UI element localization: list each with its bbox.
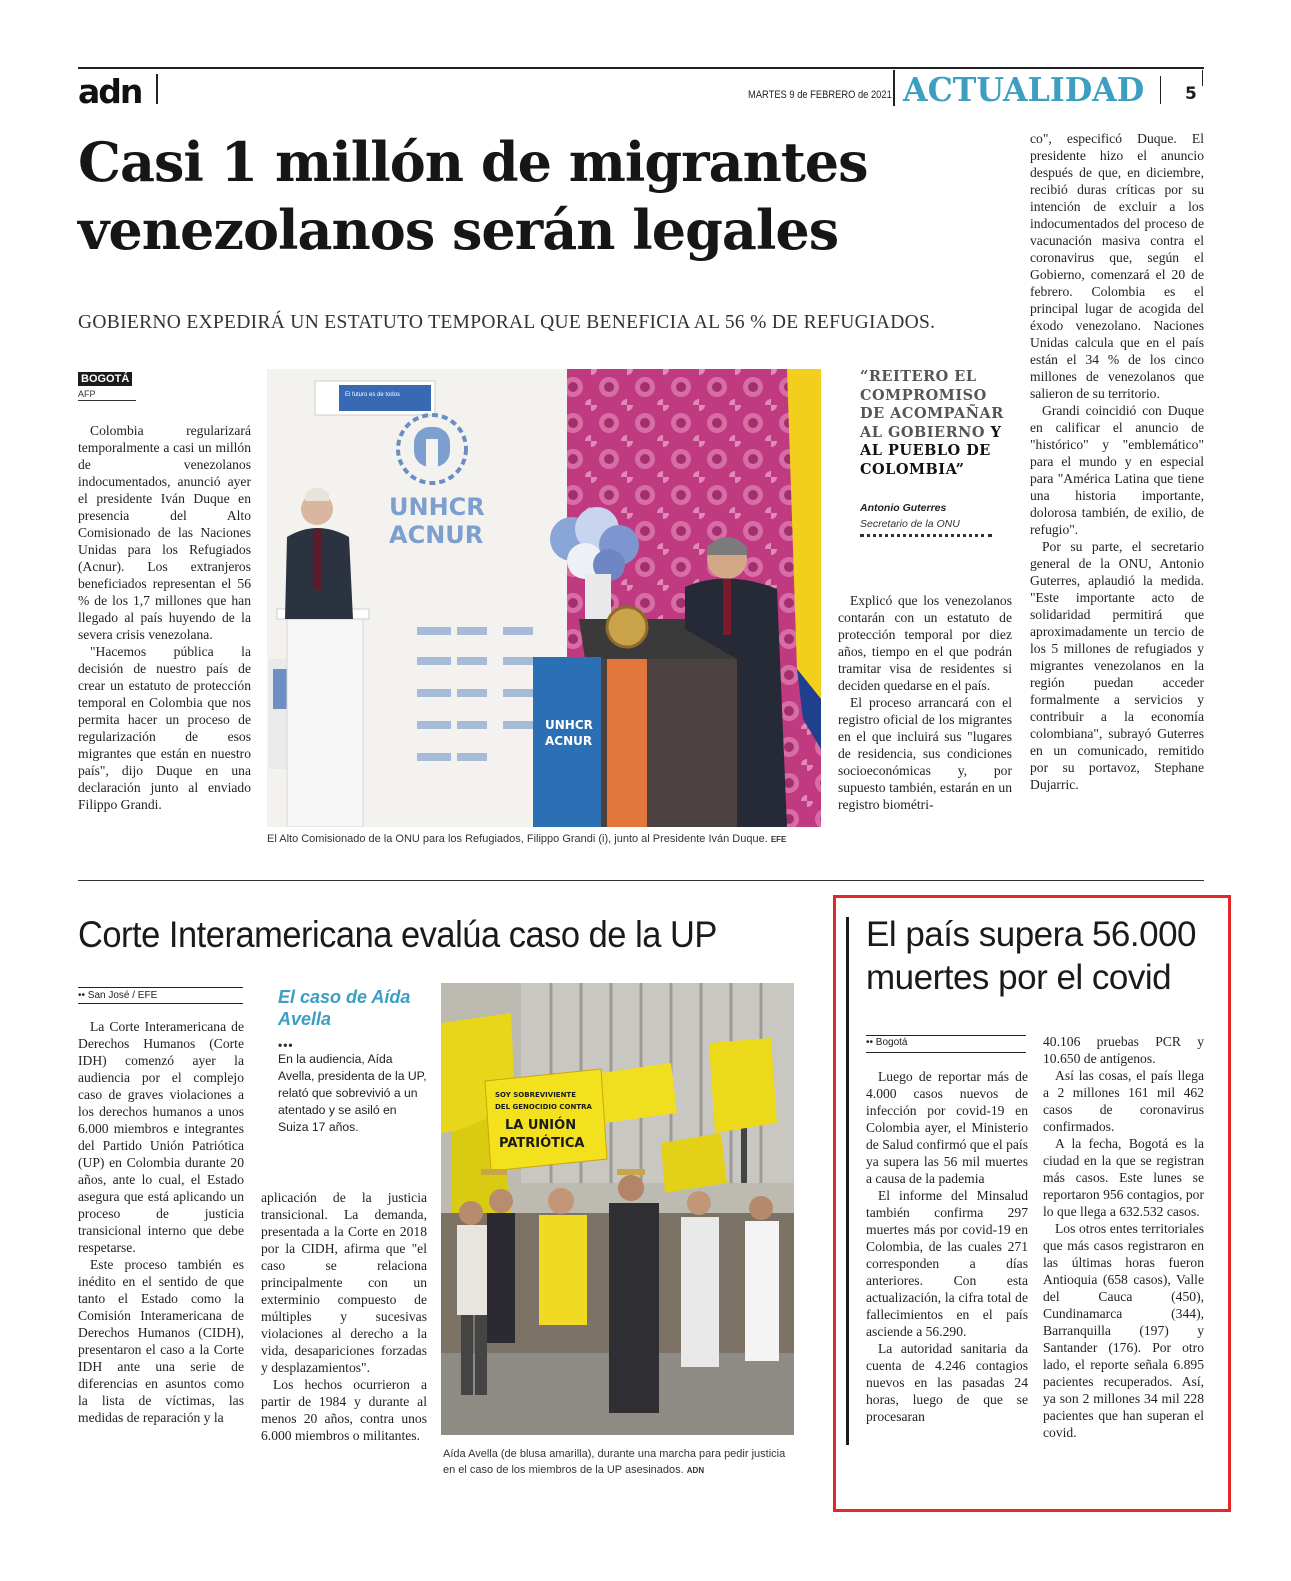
sign-line-4: PATRIÓTICA (499, 1136, 585, 1151)
main-subhead: GOBIERNO EXPEDIRÁ UN ESTATUTO TEMPORAL QUE BENEFICIA AL 56 % DE REFUGIADOS. (78, 312, 936, 333)
pull-quote (860, 368, 1010, 479)
section-rule (78, 880, 1204, 881)
paragraph: "Hacemos pública la decisión de nuestro país de crear un estatuto de protección temporal en Colombia que nos permita hacer un proceso de regularización de esos migrantes que están en nuestro país", dijo Duque en una declaración junto al enviado Filippo Grandi. (78, 644, 251, 812)
section-divider-left (893, 70, 895, 106)
photo-credit: EFE (770, 835, 787, 844)
main-article-column-3 (838, 592, 1012, 813)
section-title: ACTUALIDAD (903, 70, 1145, 109)
main-photo-illustration (267, 369, 821, 827)
up-headline: Corte Interamericana evalúa caso de la UP (78, 914, 717, 955)
paragraph: La autoridad sanitaria da cuenta de 4.246 contagios nuevos en las pasadas 24 horas, luego de que se procesaran (866, 1341, 1028, 1424)
dateline-rule (866, 1052, 1026, 1053)
article-side-bar (846, 917, 849, 1445)
covid-headline: El país supera 56.000 muertes por el covid (866, 915, 1197, 997)
covid-dateline: •• Bogotá (866, 1037, 908, 1048)
paragraph: aplicación de la justicia transicional. La demanda, presentada a la Corte en 2018 por la CIDH, afirma que "el caso se relaciona principalmente con un exterminio compuesto de múltiples y sucesivas violaciones al derecho a la vida, desapariciones forzadas y desplazamientos". (261, 1190, 427, 1375)
photo-panel-bottom: ACNUR (545, 734, 593, 748)
quote-role: Secretario de la ONU (860, 518, 960, 530)
paragraph: Por su parte, el secretario general de la ONU, Antonio Guterres, aplaudió la medida. "Este importante acto de solidaridad permitirá que aproximadamente un tercio de los 5 millones de refugiados y migrantes venezolanos en la región puedan acceder formalmente a servicios y contribuir a la economía colombiana", subrayó Guterres en un comunicado, remitido por su portavoz, Stephane Dujarric. (1030, 539, 1204, 792)
dateline-rule (78, 987, 243, 988)
photo-banner-text: El futuro es de todos (345, 392, 401, 398)
sign-line-3: LA UNIÓN (505, 1118, 577, 1133)
paragraph: Grandi coincidió con Duque en calificar el anuncio de "histórico" y "emblemático" para el mundo y en especial para "América Latina que tiene una historia importante, dolorosa también, de exilio, de refugio". (1030, 403, 1204, 537)
march-photo-illustration (441, 983, 794, 1435)
photo-logo-bottom: ACNUR (389, 521, 484, 549)
sidebar-text: En la audiencia, Aída Avella, presidenta de la UP, relató que sobrevivió a un atentado y se asiló en Suiza 17 años. (278, 1052, 427, 1134)
march-photo-caption (443, 1446, 795, 1479)
page-divider (1202, 70, 1203, 86)
paragraph: Los otros entes territoriales que más casos registraron en las últimas horas fueron Antioquia (658 casos), Valle del Cauca (450), Cundinamarca (344), Barranquilla (197) y Santander (176). Por otro lado, el reporte señala 6.895 pacientes recuperados. Así, ya son 2 millones 34 mil 228 pacientes que han superan el covid. (1043, 1221, 1204, 1440)
paragraph: Colombia regularizará temporalmente a casi un millón de venezolanos indocumentados, anunció ayer el presidente Iván Duque en presencia del Alto Comisionado de las Naciones Unidas para los Refugiados (Acnur). Los extranjeros beneficiados representan el 56 % de los 1,7 millones que han llegado al país huyendo de la severa crisis venezolana. (78, 423, 251, 642)
main-headline (78, 128, 1018, 264)
page-number: 5 (1185, 84, 1197, 104)
paragraph: Explicó que los venezolanos contarán con un estatuto de protección temporal por diez años, tiempo en el que podrán tramitar visa de residentes si deciden quedarse en el país. (838, 593, 1012, 693)
sign-line-2: DEL GENOCIDIO CONTRA (495, 1103, 592, 1111)
photo-logo-top: UNHCR (389, 493, 485, 521)
quote-author: Antonio Guterres (860, 502, 947, 514)
issue-date: MARTES 9 de FEBRERO de 2021 (748, 89, 892, 101)
sidebar-dots: ••• (278, 1038, 294, 1052)
main-article-column-4 (1030, 130, 1204, 793)
photo-panel-top: UNHCR (545, 718, 593, 732)
main-article-column-1 (78, 422, 251, 813)
paragraph: Luego de reportar más de 4.000 casos nuevos de infección por covid-19 en Colombia ayer, el Ministerio de Salud confirmó que el país ya supera las 56 mil muertes a causa de la pademia (866, 1069, 1028, 1186)
dateline-rule (866, 1035, 1026, 1036)
paragraph: Este proceso también es inédito en el sentido de que tanto el Estado como la Comisión Interamericana de Derechos Humanos (CIDH), presentaron el caso a la Corte IDH ante una serie de diferencias en asuntos como la lista de víctimas, las medidas de reparación y la (78, 1257, 244, 1425)
paragraph: Así las cosas, el país llega a 2 millones 161 mil 462 casos de coronavirus confirmados. (1043, 1068, 1204, 1134)
paragraph: La Corte Interamericana de Derechos Humanos (Corte IDH) comenzó ayer la audiencia por el complejo caso de graves violaciones a los derechos humanos a unos 6.000 miembros e integrantes del Partido Unión Patriótica (UP) en Colombia durante 20 años, ante lo cual, el Estado asegura que está aplicando un proceso de justicia transicional interno que debe respetarse. (78, 1019, 244, 1255)
logo-divider (156, 74, 158, 104)
covid-article-column-2 (1043, 1033, 1204, 1441)
protest-sign (485, 1069, 607, 1171)
dateline-rule (78, 1003, 243, 1004)
paragraph: El proceso arrancará con el registro oficial de los migrantes en el que incluirá sus "lugares de residencia, sus condiciones socioeconómicas y, por supuesto también, estarán en un registro biométri- (838, 695, 1012, 812)
photo-credit: ADN (686, 1466, 705, 1475)
sign-line-1: SOY SOBREVIVIENTE (495, 1091, 576, 1099)
main-photo (267, 369, 821, 827)
paragraph: Los hechos ocurrieron a partir de 1984 y durante al menos 20 años, contra unos 6.000 miembros o militantes. (261, 1377, 427, 1443)
city-tag: BOGOTÁ (78, 372, 132, 386)
caption-text: El Alto Comisionado de la ONU para los Refugiados, Filippo Grandi (i), junto al Presidente Iván Duque. (267, 833, 768, 845)
paragraph: A la fecha, Bogotá es la ciudad en la que se registran más casos. Este lunes se reportaron 956 contagios, por lo que llega a 632.532 casos. (1043, 1136, 1204, 1219)
agency-rule (78, 400, 136, 401)
caption-text: Aída Avella (de blusa amarilla), durante una marcha para pedir justicia en el caso de los miembros de la UP asesinados. (443, 1448, 786, 1476)
sidebar-title: El caso de Aída Avella (278, 987, 411, 1029)
up-article-column-1 (78, 1018, 244, 1426)
main-headline-line-1: Casi 1 millón de migrantes (78, 130, 868, 194)
paragraph: El informe del Minsalud también confirma 297 muertes más por covid-19 en Colombia, de las cuales 271 corresponden a días anteriores. Con esta actualización, la cifra total de fallecimientos en el país asciende a 56.290. (866, 1188, 1028, 1339)
covid-article-column-1 (866, 1068, 1028, 1425)
up-dateline: •• San José / EFE (78, 990, 158, 1001)
agency-tag: AFP (78, 389, 96, 399)
paragraph: co", especificó Duque. El presidente hizo el anuncio después de que, en diciembre, recibió duras críticas por su intención de excluir a los indocumentados del proceso de vacunación masiva contra el coronavirus que, según el Gobierno, comenzará el 20 de febrero. Colombia es el principal lugar de acogida del éxodo venezolano. Naciones Unidas calcula que en el país están el 34 % de los cinco millones de venezolanos que salieron de su territorio. (1030, 131, 1204, 401)
march-photo (441, 983, 794, 1435)
adn-logo: adn (78, 72, 142, 111)
main-photo-caption (267, 833, 827, 845)
section-divider-right (1160, 76, 1161, 104)
up-article-column-2 (261, 1189, 427, 1444)
pull-quote-gray: “REITERO EL COMPROMISO DE ACOMPAÑAR AL GOBIERNO (860, 368, 1004, 441)
paragraph: 40.106 pruebas PCR y 10.650 de antígenos. (1043, 1034, 1204, 1066)
quote-dotted-rule (860, 534, 992, 537)
main-headline-line-2: venezolanos serán legales (78, 198, 839, 262)
pull-quote-black: Y AL PUEBLO DE COLOMBIA” (860, 423, 1002, 478)
top-rule (78, 67, 1204, 69)
